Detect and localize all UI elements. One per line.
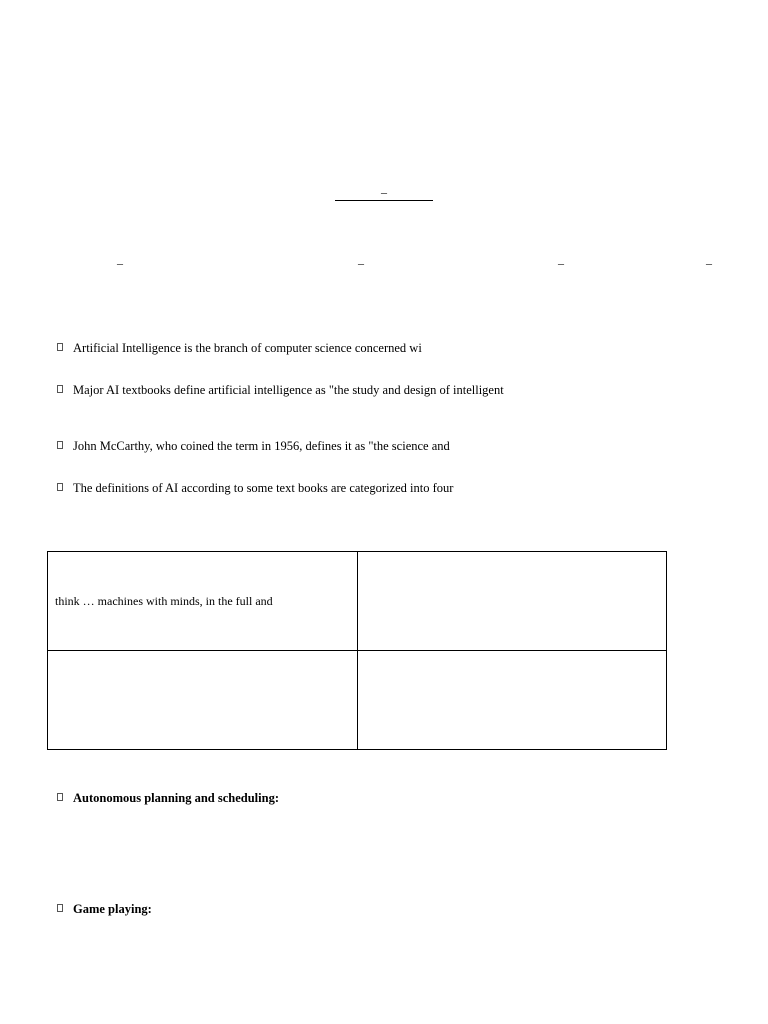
- table-cell: [357, 552, 667, 651]
- ai-definitions-table: [47, 551, 667, 750]
- bullet-item: [55, 438, 705, 454]
- dash-mark: –: [358, 256, 364, 270]
- section-heading: [55, 790, 705, 806]
- bullet-text: John McCarthy, who coined the term in 1956, defines it as "the science and: [73, 439, 450, 453]
- bullet-item: [55, 382, 705, 398]
- table-cell: [357, 651, 667, 750]
- table-cell: [48, 651, 358, 750]
- section-heading: [55, 901, 705, 917]
- bullet-item: [55, 480, 705, 496]
- table-row: [48, 651, 667, 750]
- bullet-box-icon: [55, 341, 65, 353]
- bullet-box-icon: [55, 481, 65, 493]
- bullet-box-icon: [55, 791, 65, 803]
- bullet-text: Major AI textbooks define artificial intelligence as "the study and design of intelligent: [73, 383, 504, 397]
- section-title-underline: [335, 186, 433, 201]
- dash-mark: –: [117, 256, 123, 270]
- bullet-box-icon: [55, 439, 65, 451]
- bullet-text: Artificial Intelligence is the branch of computer science concerned wi: [73, 341, 422, 355]
- dash-mark: –: [558, 256, 564, 270]
- dash-mark: –: [706, 256, 712, 270]
- table-row: [48, 552, 667, 651]
- heading-text: Autonomous planning and scheduling:: [73, 791, 279, 805]
- bullet-item: [55, 340, 705, 356]
- bullet-box-icon: [55, 383, 65, 395]
- title-dash: –: [381, 185, 387, 199]
- bullet-text: The definitions of AI according to some text books are categorized into four: [73, 481, 454, 495]
- bullet-box-icon: [55, 902, 65, 914]
- heading-text: Game playing:: [73, 902, 152, 916]
- table-cell: think … machines with minds, in the full and: [48, 552, 358, 651]
